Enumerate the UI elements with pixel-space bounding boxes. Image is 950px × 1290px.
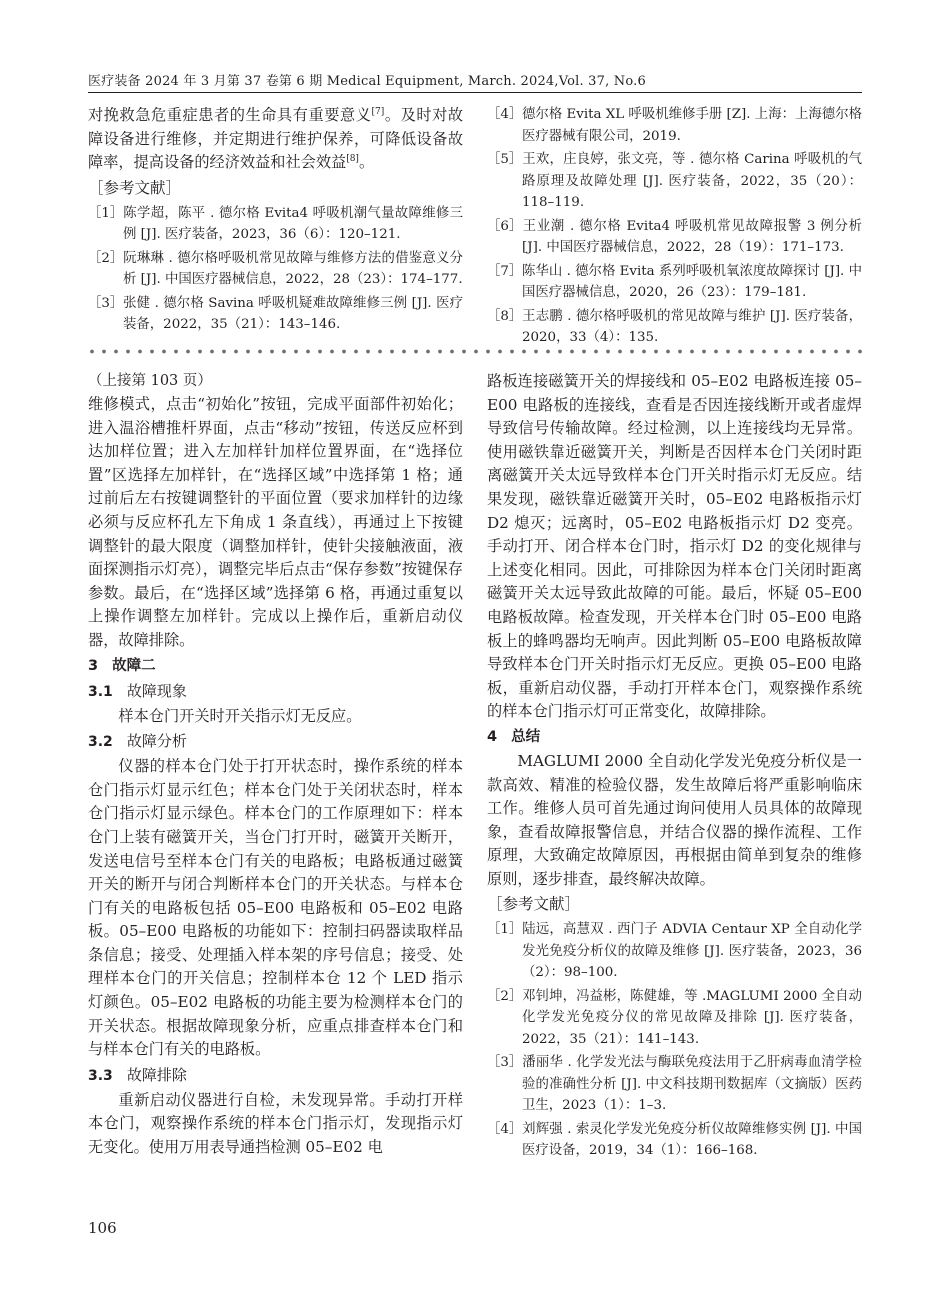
- top-left-column: [88, 104, 463, 338]
- section-heading: 4 总结: [487, 728, 541, 745]
- continued-from-note: （上接第 103 页）: [88, 373, 212, 389]
- reference-item: ［1］陈学超，陈平 . 德尔格 Evita4 呼吸机潮气量故障维修三例 [J]. 医疗装备，2023，36（6）：120–121.: [88, 205, 463, 243]
- right-column: [487, 370, 862, 1164]
- intro-paragraph: 对挽救急危重症患者的生命具有重要意义[7]。及时对故障设备进行维修，并定期进行维护保养，可降低设备故障率，提高设备的经济效益和社会效益[8]。: [88, 106, 463, 172]
- article-divider: [88, 347, 862, 356]
- reference-item: ［4］刘辉强 . 索灵化学发光免疫分析仪故障维修实例 [J]. 中国医疗设备，2019，34（1）：166–168.: [487, 1121, 862, 1159]
- running-header: 医疗装备 2024 年 3 月第 37 卷第 6 期 Medical Equipment, March. 2024,Vol. 37, No.6: [88, 74, 646, 89]
- body-paragraph: 仪器的样本仓门处于打开状态时，操作系统的样本仓门指示灯显示红色；样本仓门处于关闭状态时，样本仓门指示灯显示绿色。样本仓门的工作原理如下：样本仓门上装有磁簧开关，当仓门打开时，磁簧开关断开，发送电信号至样本仓门有关的电路板；电路板通过磁簧开关的断开与闭合判断样本仓门的开关状态。与样本仓门有关的电路板包括 05–E00 电路板和 05–E02 电路板。05–E00 电路板的功能如下：控制扫码器读取样品条信息；接受、处理插入样本架的序号信息；接受、处理样本仓门的开关信息；控制样本仓 12 个 LED 指示灯颜色。05–E02 电路板的功能主要为检测样本仓门的开关状态。根据故障现象分析，应重点排查样本仓门和与样本仓门有关的电路板。: [88, 757, 463, 1059]
- subsection-heading: 3.2 故障分析: [88, 732, 187, 751]
- citation: [8]: [346, 154, 359, 165]
- subsection-heading: 3.3 故障排除: [88, 1065, 187, 1084]
- body-paragraph: 维修模式，点击“初始化”按钮，完成平面部件初始化；进入温浴槽推杆界面，点击“移动”按钮，传送反应杯到达加样位置；进入左加样针加样位置界面，在“选择位置”区选择左加样针，在“选择区域”中选择第 1 格；通过前后左右按键调整针的平面位置（要求加样针的边缘必须与反应杯孔左下角成 1 条直线），再通过上下按键调整针的最大限度（调整加样针，使针尖接触液面，液面探测指示灯亮），调整完毕后点击“保存参数”按键保存参数。最后，在“选择区域”选择第 6 格，再通过重复以上操作调整左加样针。完成以上操作后，重新启动仪器，故障排除。: [88, 395, 463, 649]
- subsection-heading: 3.1 故障现象: [88, 681, 187, 700]
- reference-item: ［6］王业潮 . 德尔格 Evita4 呼吸机常见故障报警 3 例分析 [J]. 中国医疗器械信息，2022，28（19）：171–173.: [487, 218, 862, 255]
- reference-item: ［3］张健 . 德尔格 Savina 呼吸机疑难故障维修三例 [J]. 医疗装备，2022，35（21）：143–146.: [88, 295, 463, 333]
- top-right-column: [487, 104, 862, 351]
- references-heading: ［参考文献］: [88, 178, 182, 197]
- reference-item: ［2］邓钊坤，冯益彬，陈健雄，等 .MAGLUMI 2000 全自动化学发光免疫分仪的常见故障及排除 [J]. 医疗装备，2022，35（21）：141–143.: [487, 988, 862, 1047]
- body-paragraph: MAGLUMI 2000 全自动化学发光免疫分析仪是一款高效、精准的检验仪器，发生故障后将严重影响临床工作。维修人员可首先通过询问使用人员具体的故障现象，查看故障报警信息，并结合仪器的操作流程、工作原理，大致确定故障原因，再根据由简单到复杂的维修原则，逐步排查，最终解决故障。: [487, 751, 862, 888]
- reference-item: ［5］王欢，庄良婷，张文亮，等 . 德尔格 Carina 呼吸机的气路原理及故障处理 [J]. 医疗装备，2022，35（20）：118–119.: [487, 152, 862, 210]
- reference-item: ［8］王志鹏 . 德尔格呼吸机的常见故障与维护 [J]. 医疗装备，2020，33（4）：135.: [487, 308, 862, 345]
- body-paragraph: 样本仓门开关时开关指示灯无反应。: [118, 706, 362, 725]
- reference-item: ［4］德尔格 Evita XL 呼吸机维修手册 [Z]. 上海：上海德尔格医疗器械有限公司，2019.: [487, 107, 862, 144]
- reference-item: ［3］潘丽华 . 化学发光法与酶联免疫法用于乙肝病毒血清学检验的准确性分析 [J]. 中文科技期刊数据库（文摘版）医药卫生，2023（1）：1–3.: [487, 1055, 862, 1114]
- page-number: 106: [88, 1219, 117, 1237]
- left-column: [88, 370, 463, 1160]
- citation: [7]: [371, 106, 385, 117]
- reference-item: ［2］阮琳琳 . 德尔格呼吸机常见故障与维修方法的借鉴意义分析 [J]. 中国医疗器械信息，2022，28（23）：174–177.: [88, 250, 463, 288]
- references-heading: ［参考文献］: [487, 895, 581, 914]
- body-paragraph: 重新启动仪器进行自检，未发现异常。手动打开样本仓门，观察操作系统的样本仓门指示灯，发现指示灯无变化。使用万用表导通挡检测 05–E02 电: [88, 1090, 463, 1157]
- section-heading: 3 故障二: [88, 657, 156, 674]
- header-rule: [88, 92, 862, 93]
- reference-item: ［7］陈华山 . 德尔格 Evita 系列呼吸机氧浓度故障探讨 [J]. 中国医疗器械信息，2020，26（23）：179–181.: [487, 263, 862, 300]
- body-paragraph: 路板连接磁簧开关的焊接线和 05–E02 电路板连接 05–E00 电路板的连接线，查看是否因连接线断开或者虚焊导致信号传输故障。经过检测，以上连接线均无异常。使用磁铁靠近磁簧开关，判断是否因样本仓门关闭时距离磁簧开关太远导致样本仓门开关时指示灯无反应。结果发现，磁铁靠近磁簧开关时，05–E02 电路板指示灯 D2 熄灭；远离时，05–E02 电路板指示灯 D2 变亮。手动打开、闭合样本仓门时，指示灯 D2 的变化规律与上述变化相同。因此，可排除因为样本仓门关闭时距离磁簧开关太远导致此故障的可能。最后，怀疑 05–E00 电路板故障。检查发现，开关样本仓门时 05–E00 电路板上的蜂鸣器均无响声。因此判断 05–E00 电路板故障导致样本仓门开关时指示灯无反应。更换 05–E00 电路板，重新启动仪器，手动打开样本仓门，观察操作系统的样本仓门指示灯可正常变化，故障排除。: [487, 372, 862, 721]
- reference-item: ［1］陆远，高慧双 . 西门子 ADVIA Centaur XP 全自动化学发光免疫分析仪的故障及维修 [J]. 医疗装备，2023，36（2）：98–100.: [487, 922, 862, 981]
